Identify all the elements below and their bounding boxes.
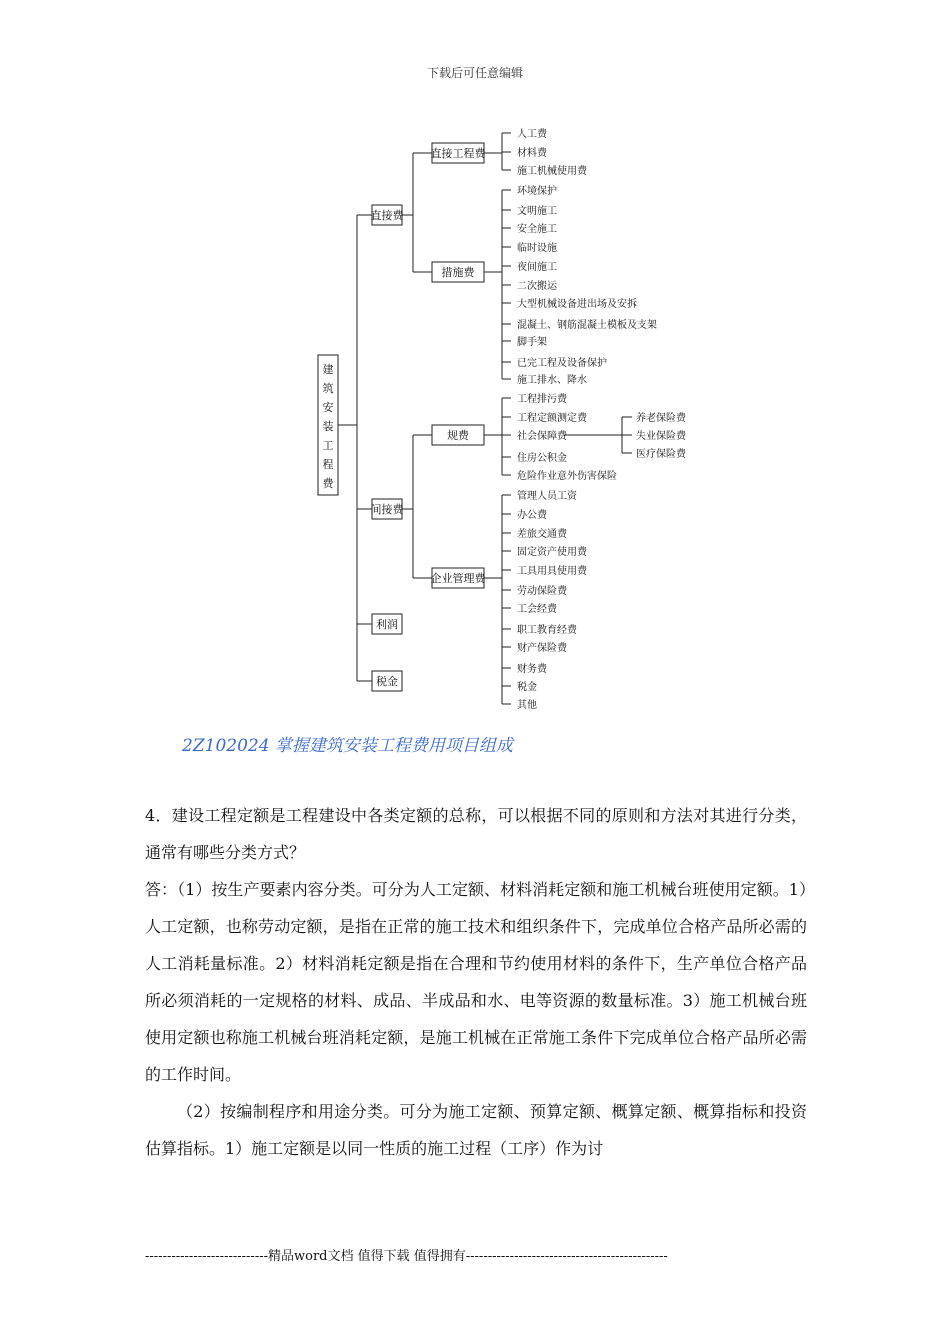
management-item: 差旅交通费 [517, 529, 567, 540]
level1-1-label: 间接费 [370, 503, 404, 516]
level1-2-label: 利润 [376, 618, 398, 631]
management-item: 职工教育经费 [517, 625, 577, 636]
root-label-char: 工 [322, 439, 334, 452]
fee-item: 危险作业意外伤害保险 [517, 471, 617, 482]
social-security-item: 养老保险费 [636, 413, 686, 424]
root-label-char: 建 [322, 363, 334, 376]
fee-item: 社会保障费 [517, 431, 567, 442]
management-label: 企业管理费 [430, 572, 486, 585]
management-item: 其他 [517, 700, 537, 711]
question-paragraph: 4．建设工程定额是工程建设中各类定额的总称，可以根据不同的原则和方法对其进行分类，通常有哪些分类方式？ [145, 806, 807, 862]
management-item: 工会经费 [517, 604, 557, 615]
management-item: 管理人员工资 [517, 491, 577, 502]
measure-item: 文明施工 [517, 206, 557, 217]
fee-item: 住房公积金 [517, 453, 567, 464]
section-heading: 2Z102024 掌握建筑安装工程费用项目组成 [182, 736, 513, 756]
fee-item: 工程排污费 [517, 394, 567, 405]
level1-0-label: 直接费 [370, 209, 404, 222]
fee-item: 工程定额测定费 [517, 413, 587, 424]
social-security-item: 医疗保险费 [636, 449, 686, 460]
answer-paragraph-2: （2）按编制程序和用途分类。可分为施工定额、预算定额、概算定额、概算指标和投资估算指标。1）施工定额是以同一性质的施工过程（工序）作为讨 [145, 1102, 807, 1158]
management-item: 工具用具使用费 [517, 566, 587, 577]
measure-item: 二次搬运 [517, 281, 557, 292]
root-label-char: 装 [322, 420, 334, 433]
body-text [145, 797, 807, 1167]
direct-engineering-label: 直接工程费 [430, 147, 486, 160]
page-footer: ----------------------------精品word文档 值得下载 值得拥有---------------------------------------------- [145, 1249, 668, 1264]
answer-paragraph-1: 答：（1）按生产要素内容分类。可分为人工定额、材料消耗定额和施工机械台班使用定额。1）人工定额，也称劳动定额，是指在正常的施工技术和组织条件下，完成单位合格产品所必需的人工消耗量标准。2）材料消耗定额是指在合理和节约使用材料的条件下，生产单位合格产品所必须消耗的一定规格的材料、成品、半成品和水、电等资源的数量标准。3）施工机械台班使用定额也称施工机械台班消耗定额，是施工机械在正常施工条件下完成单位合格产品所必需的工作时间。 [145, 880, 807, 1084]
social-security-item: 失业保险费 [636, 431, 686, 442]
measure-item: 环境保护 [517, 186, 557, 197]
measure-item: 夜间施工 [517, 262, 557, 273]
management-item: 税金 [517, 682, 537, 693]
management-item: 财务费 [517, 664, 547, 675]
direct-engineering-item: 人工费 [517, 129, 547, 140]
measure-item: 大型机械设备进出场及安拆 [517, 299, 637, 310]
measure-item: 已完工程及设备保护 [517, 358, 607, 369]
measure-item: 临时设施 [517, 243, 557, 254]
management-item: 固定资产使用费 [517, 547, 587, 558]
root-label-char: 费 [322, 477, 334, 490]
root-label-char: 筑 [322, 382, 334, 395]
measure-item: 混凝土、钢筋混凝土模板及支架 [517, 320, 657, 331]
management-item: 劳动保险费 [517, 586, 567, 597]
measure-item: 安全施工 [517, 224, 557, 235]
direct-engineering-item: 材料费 [517, 148, 547, 159]
root-label-char: 安 [322, 401, 334, 414]
root-label-char: 程 [322, 458, 334, 471]
measure-label: 措施费 [441, 266, 475, 279]
measure-item: 脚手架 [517, 337, 547, 348]
management-item: 办公费 [517, 510, 547, 521]
level1-3-label: 税金 [376, 675, 398, 688]
direct-engineering-item: 施工机械使用费 [517, 166, 587, 177]
page-header: 下载后可任意编辑 [426, 66, 523, 80]
measure-item: 施工排水、降水 [517, 375, 587, 386]
fees-label: 规费 [447, 429, 469, 442]
management-item: 财产保险费 [517, 643, 567, 654]
